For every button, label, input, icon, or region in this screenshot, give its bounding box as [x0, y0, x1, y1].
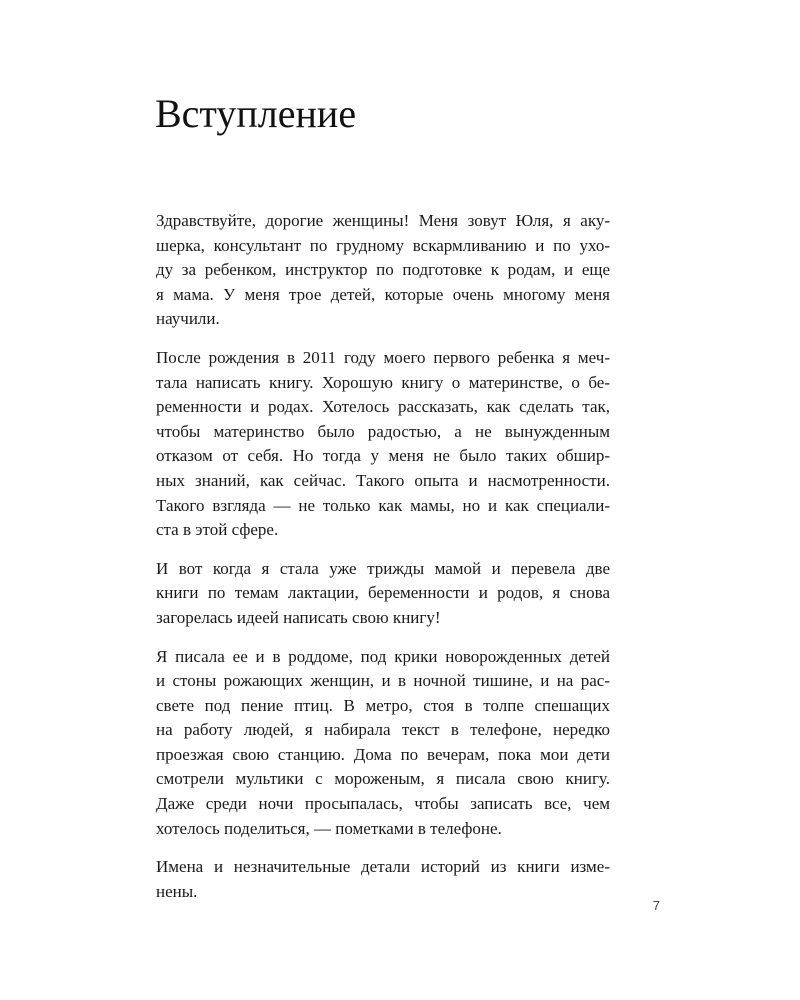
text-line: научили. [156, 309, 220, 329]
text-line: Имена и незначительные детали историй из книги изме- [156, 857, 610, 877]
body-text [156, 209, 610, 918]
paragraph [156, 645, 610, 842]
text-line: нены. [156, 881, 198, 901]
text-line: смотрели мультики с мороженым, я писала свою книгу. [156, 769, 610, 789]
text-line: тала написать книгу. Хорошую книгу о материнстве, о бе- [156, 372, 610, 392]
paragraph [156, 855, 610, 904]
text-line: хотелось поделиться, — пометками в телефоне. [156, 818, 502, 838]
text-line: Такого взгляда — не только как мамы, но и как специали- [156, 495, 610, 515]
text-line: свете под пение птиц. В метро, стоя в толпе спешащих [156, 695, 610, 715]
text-line: ста в этой сфере. [156, 520, 279, 540]
paragraph [156, 557, 610, 631]
text-line: загорелась идеей написать свою книгу! [156, 607, 441, 627]
text-line: Здравствуйте, дорогие женщины! Меня зовут Юля, я аку- [156, 211, 610, 230]
text-line: и стоны рожающих женщин, и в ночной тишине, и на рас- [156, 671, 610, 691]
text-line: После рождения в 2011 году моего первого ребенка я меч- [156, 347, 610, 367]
paragraph [156, 346, 610, 543]
text-line: И вот когда я стала уже трижды мамой и перевела две [156, 558, 610, 578]
page-number: 7 [652, 898, 660, 913]
chapter-title: Вступление [155, 91, 357, 136]
text-line: шерка, консультант по грудному вскармливанию и по ухо- [156, 235, 610, 255]
text-line: Даже среди ночи просыпалась, чтобы записать все, чем [156, 794, 610, 814]
text-line: чтобы материнство было радостью, а не вынужденным [156, 421, 610, 441]
text-line: книги по темам лактации, беременности и родов, я снова [156, 583, 610, 603]
text-line: ременности и родах. Хотелось рассказать, как сделать так, [156, 397, 610, 417]
text-line: ду за ребенком, инструктор по подготовке к родам, и еще [156, 260, 610, 280]
text-line: Я писала ее и в роддоме, под крики новорожденных детей [156, 646, 610, 666]
text-line: ных знаний, как сейчас. Такого опыта и насмотренности. [156, 470, 610, 490]
text-line: отказом от себя. Но тогда у меня не было таких обшир- [156, 446, 610, 466]
paragraph [156, 209, 610, 332]
text-line: на работу людей, я набирала текст в телефоне, нередко [156, 720, 610, 740]
text-line: я мама. У меня трое детей, которые очень многому меня [156, 284, 610, 304]
text-line: проезжая свою станцию. Дома по вечерам, пока мои дети [156, 744, 610, 764]
